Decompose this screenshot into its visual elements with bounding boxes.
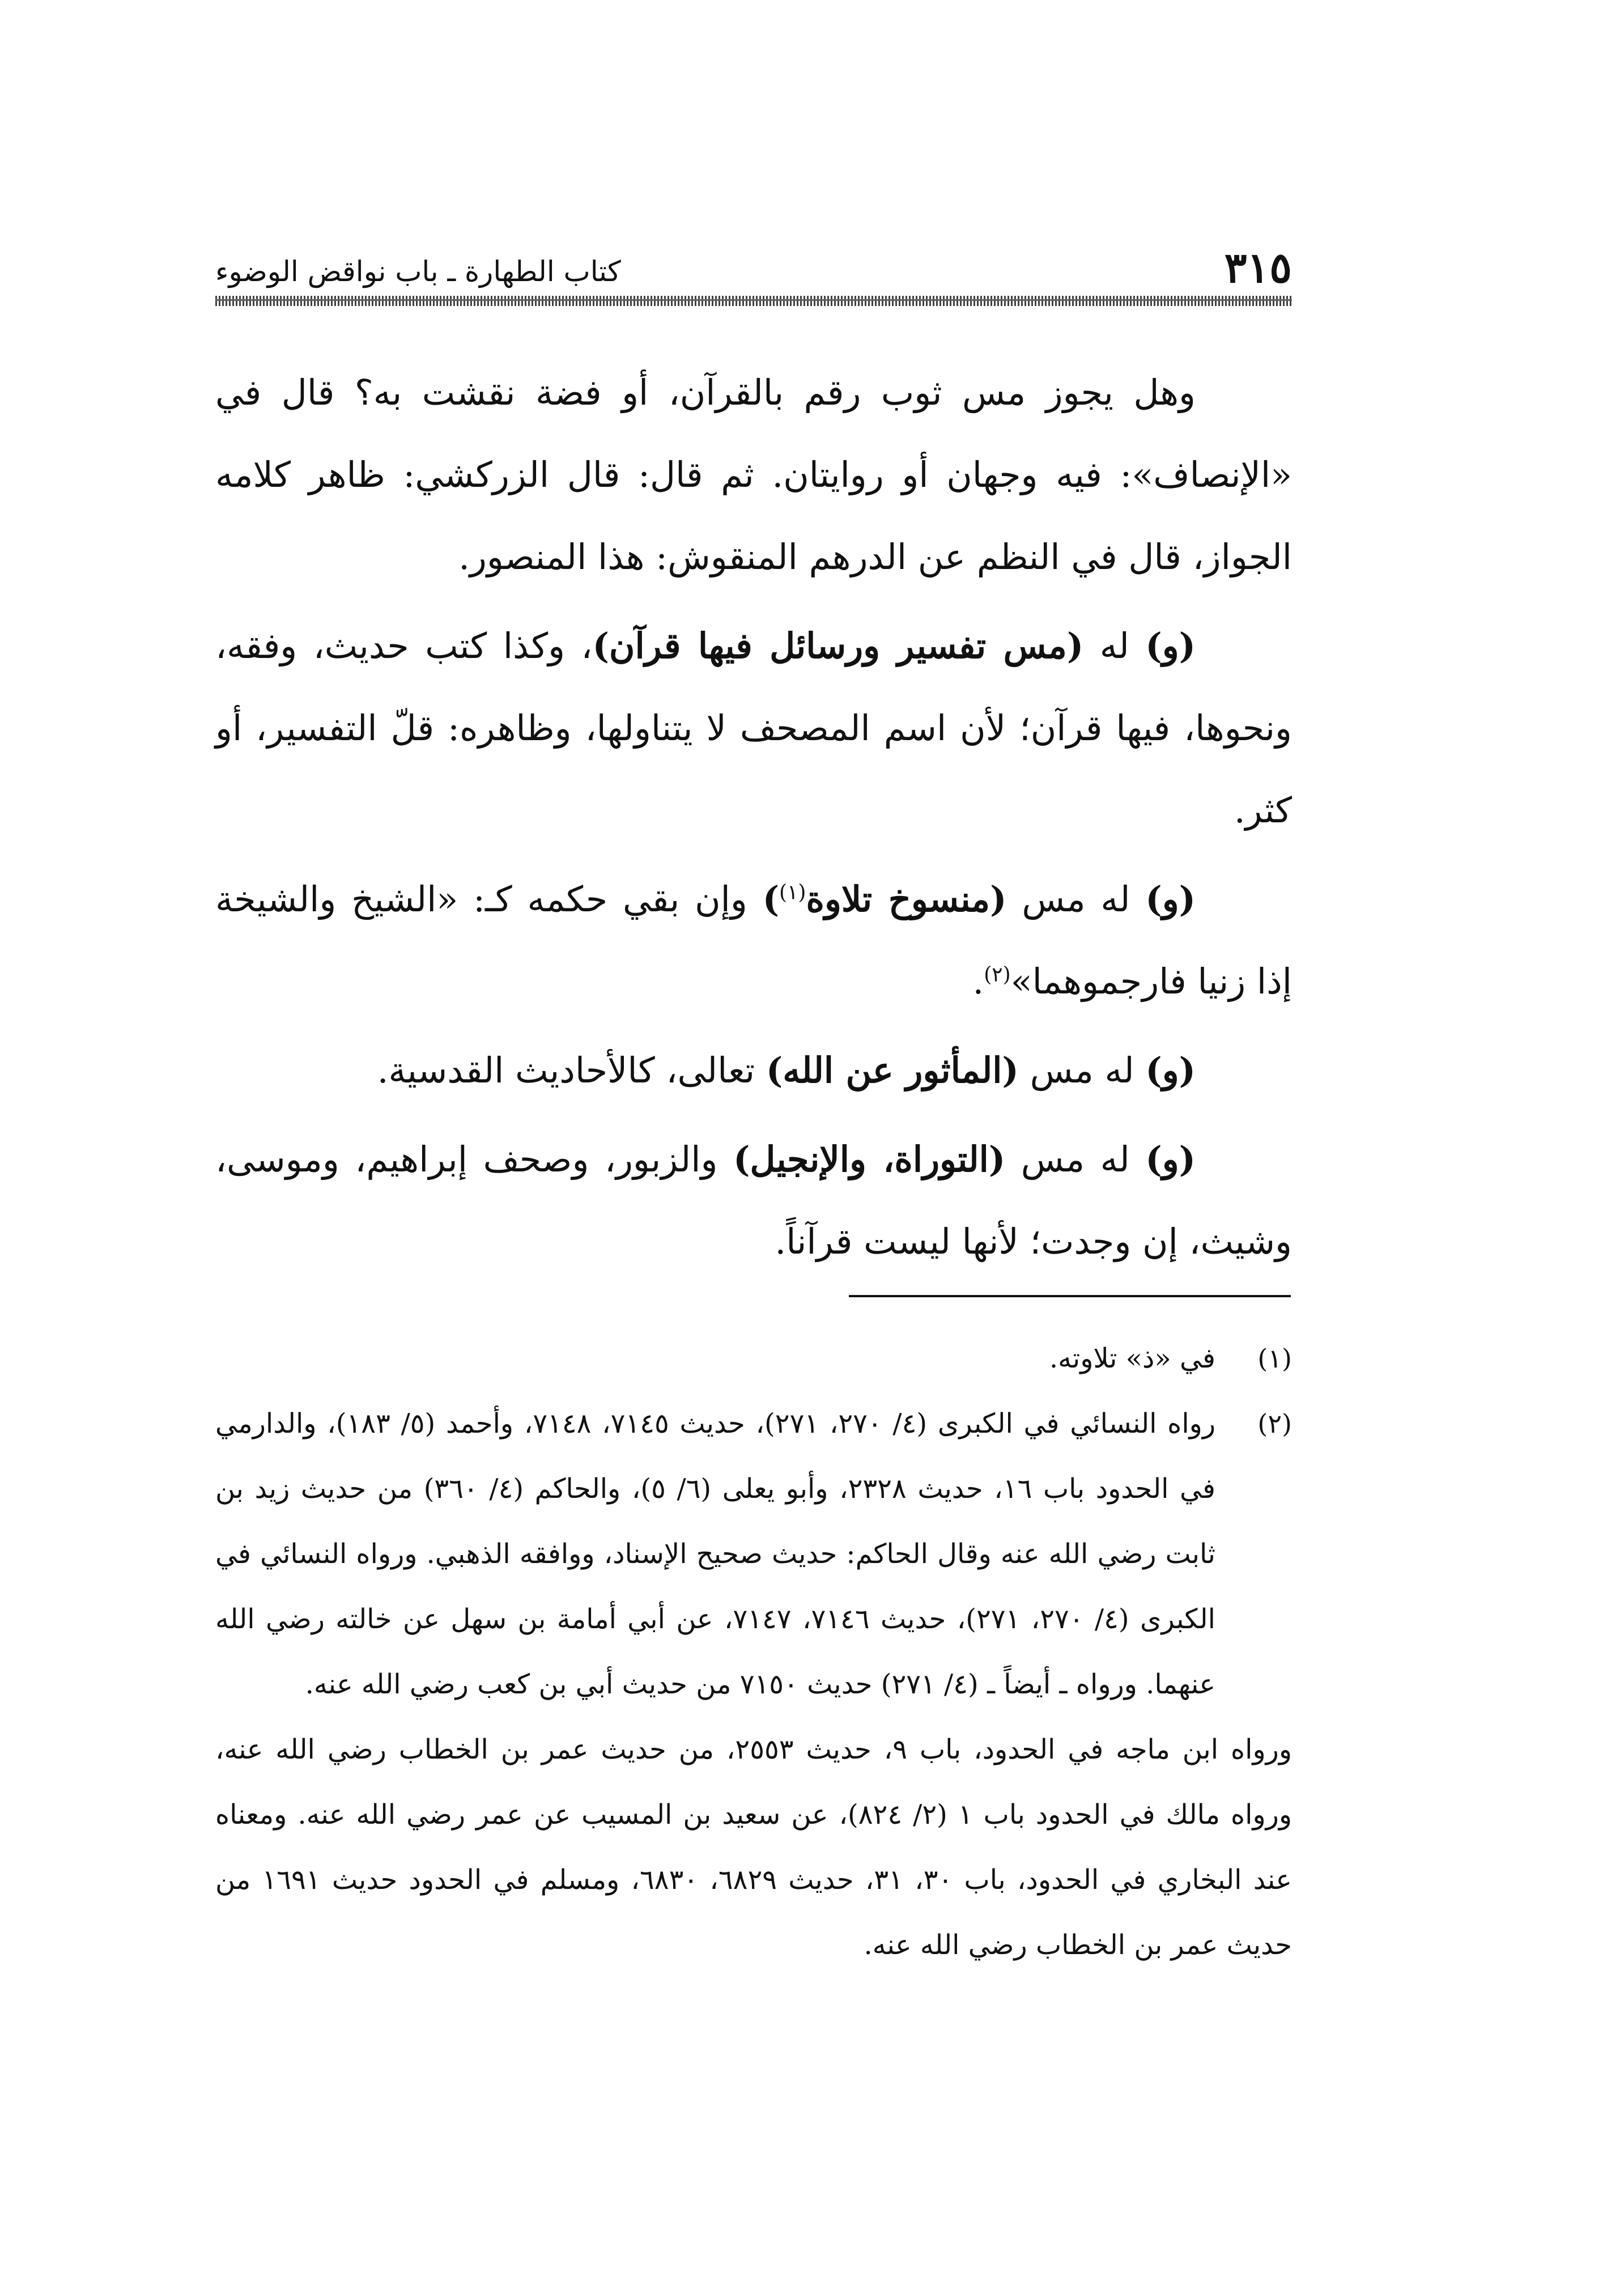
- footnote-text: في «ذ» تلاوته.: [1049, 1343, 1215, 1374]
- footnote-number: (١): [1257, 1343, 1292, 1374]
- bold-term: (التوراة، والإنجيل): [733, 1139, 1006, 1180]
- main-text: [215, 351, 1292, 1289]
- paragraph-4: [215, 1029, 1292, 1111]
- header-rule: [215, 296, 1292, 306]
- paragraph-lead: له مس: [1006, 878, 1146, 920]
- page-number: ٣١٥: [1224, 244, 1292, 292]
- running-header: [215, 232, 1292, 295]
- bold-term: (منسوخ تلاوة: [806, 878, 1007, 920]
- paragraph-lead: له مس: [1018, 1050, 1146, 1091]
- footnote-ref-1: (١): [779, 881, 806, 905]
- paragraph-lead: له: [1083, 625, 1146, 666]
- paragraph-text: والزبور، وصحف إبراهيم، وموسى، وشيث، إن وجدت؛ لأنها ليست قرآناً.: [215, 1139, 1292, 1262]
- paragraph-5: [215, 1118, 1292, 1283]
- paragraph-text: ، وكذا كتب حديث، وفقه، ونحوها، فيها قرآن؛ لأن اسم المصحف لا يتناولها، وظاهره: قلّ التفسير، أو كثر.: [215, 625, 1292, 831]
- bold-term: (مس تفسير ورسائل فيها قرآن): [592, 625, 1084, 666]
- paragraph-2: [215, 605, 1292, 851]
- footnote-text: رواه النسائي في الكبرى (٤/ ٢٧٠، ٢٧١)، حديث ٧١٤٥، ٧١٤٨، وأحمد (٥/ ١٨٣)، والدارمي في الحدود باب ١٦، حديث ٢٣٢٨، وأبو يعلى (٦/ ٥)، والحاكم (٤/ ٣٦٠) من حديث زيد بن ثابت رضي الله عنه وقال الحاكم: حديث صحيح الإسناد، ووافقه الذهبي. ورواه النسائي في الكبرى (٤/ ٢٧٠، ٢٧١)، حديث ٧١٤٦، ٧١٤٧، عن أبي أمامة بن سهل عن خالته رضي الله عنهما. ورواه ـ أيضاً ـ (٤/ ٢٧١) حديث ٧١٥٠ من حديث أبي بن كعب رضي الله عنه.: [215, 1408, 1216, 1700]
- paragraph-3: [215, 858, 1292, 1022]
- footnote-number: (٢): [1257, 1408, 1292, 1439]
- footnote-continuation-text: ورواه ابن ماجه في الحدود، باب ٩، حديث ٢٥٥٣، من حديث عمر بن الخطاب رضي الله عنه، ورواه مالك في الحدود باب ١ (٢/ ٨٢٤)، عن سعيد بن المسيب عن عمر رضي الله عنه. ومعناه عند البخاري في الحدود، باب ٣٠، ٣١، حديث ٦٨٢٩، ٦٨٣٠، ومسلم في الحدود حديث ١٦٩١ من حديث عمر بن الخطاب رضي الله عنه.: [215, 1734, 1293, 1961]
- footnote-ref-2: (٢): [984, 963, 1011, 987]
- bold-term: (المأثور عن الله): [766, 1050, 1019, 1091]
- header-title: كتاب الطهارة ـ باب نواقض الوضوء: [215, 255, 621, 288]
- paragraph-text: وإن بقي حكمه كـ: «الشيخ والشيخة إذا زنيا فارجموهما»: [215, 878, 1292, 1002]
- footnote-1: [215, 1326, 1292, 1391]
- paragraph-text-end: .: [972, 961, 984, 1002]
- footnote-separator: [849, 1295, 1291, 1297]
- footnotes: [215, 1326, 1292, 1978]
- waw-marker: (و): [1145, 1139, 1196, 1180]
- footnote-2: [215, 1391, 1292, 1717]
- footnote-2-continuation: [215, 1717, 1292, 1978]
- waw-marker: (و): [1145, 1050, 1196, 1091]
- waw-marker: (و): [1145, 625, 1196, 666]
- paragraph-lead: له مس: [1005, 1139, 1146, 1180]
- paragraph-1: [215, 351, 1292, 598]
- paragraph-text: تعالى، كالأحاديث القدسية.: [377, 1050, 766, 1091]
- paragraph-text: وهل يجوز مس ثوب رقم بالقرآن، أو فضة نقشت به؟ قال في «الإنصاف»: فيه وجهان أو روايتان. ثم قال: قال الزركشي: ظاهر كلامه الجواز، قال في النظم عن الدرهم المنقوش: هذا المنصور.: [215, 372, 1292, 578]
- waw-marker: (و): [1145, 878, 1196, 920]
- bold-term-close: ): [762, 878, 780, 920]
